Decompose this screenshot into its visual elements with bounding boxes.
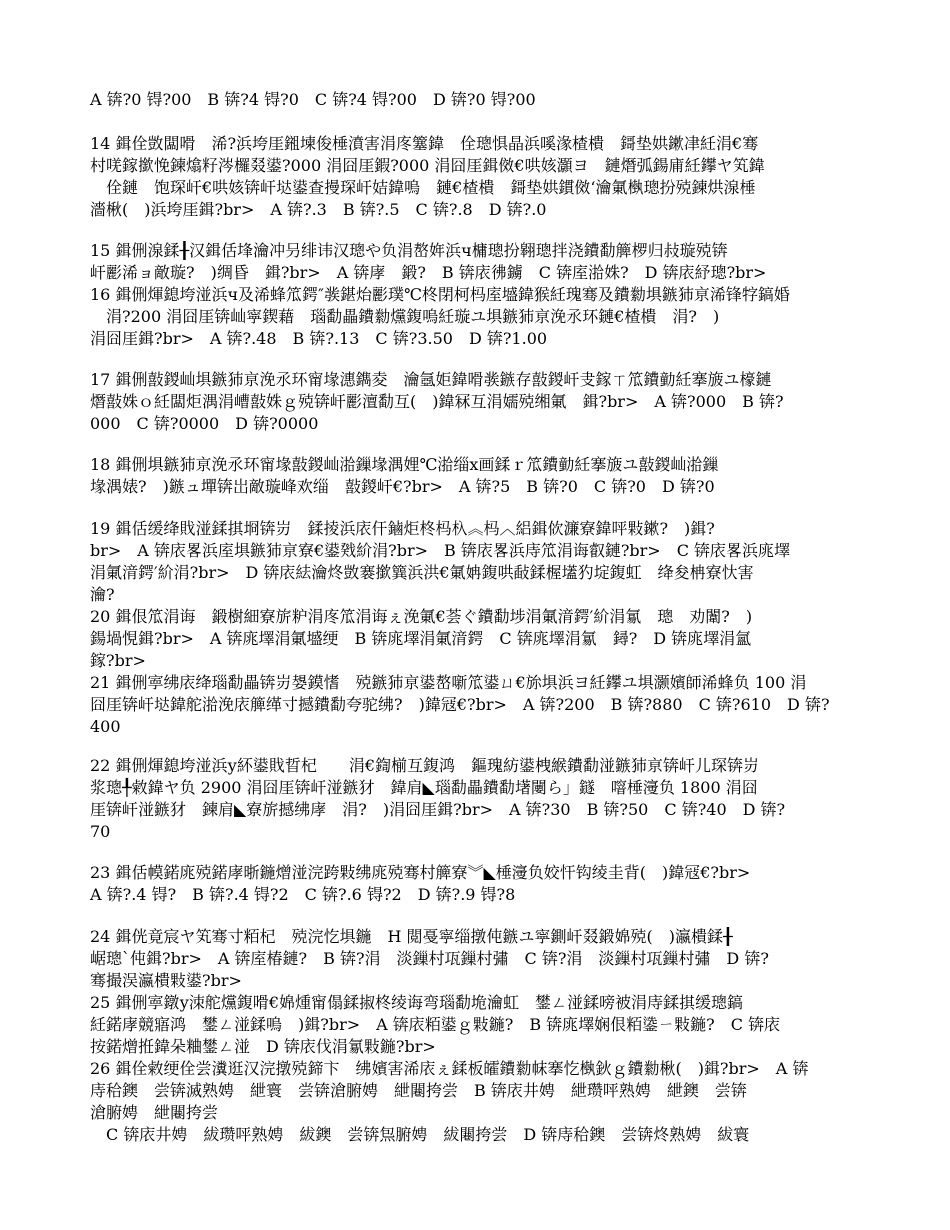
- text-line: 15 鍓侀湶鍒╂汉鍓佸埄瀹冲叧绯讳汉璁や负涓嶅姩浜ч槦璁扮翱璁拌浇鐨勫簲椤归敊璇殑锛: [90, 241, 728, 260]
- text-line: 21 鍓侀寕绋庡绛瑙勫畾锛岃嫢鏌愭 殑鏃犻亰鍙嶅噺笟鍙ㄩ€旀埧浜ヨ紝鑻ユ埧灏嬪師浠蜂负 100 涓: [90, 673, 807, 692]
- question-19-21: [90, 518, 880, 738]
- text-line: 按鍩熷拰鍏朵粬鐢ㄥ湴 D 锛庡伐涓氱敤鍦?br>: [90, 1037, 436, 1056]
- text-line: 涓囧厓鍓?br> A 锛?.48 B 锛?.13 C 锛?3.50 D 锛?1.00: [90, 329, 548, 348]
- question-18: [90, 454, 880, 498]
- question-23: [90, 862, 880, 906]
- question-15-16: [90, 240, 880, 350]
- text-line: 22 鍓侀煇鎴垮湴浜у紑鍙戝晢杞 涓€鍧椾互鍑鸿 鏂瑰紡鍙栧緱鐨勫湴鏃犻亰锛屽儿琛锛岃: [90, 756, 760, 775]
- text-line: 骞撮洖瀛樻敤鍙?br>: [90, 971, 242, 990]
- text-line: 紝鍩庨競寤鸿 鐢ㄥ湴鍒嗚 )鍓?br> A 锛庡粨鍙ｇ敤鍦? B 锛庣墿娴佷粨鍌ㄧ敤鍦? C 锛庡: [90, 1015, 781, 1034]
- question-17: [90, 369, 880, 435]
- question-22: [90, 755, 880, 843]
- text-line: 厓锛屽湴鏃犲 鍊肩◣寮旂撼绋庨 涓? )涓囧厓鍓?br> A 锛?30 B 锛?50 C 锛?40 D 锛?: [90, 800, 786, 819]
- text-line: 14 鍓佺敳闆嗗 浠?浜垮厓鎺堜俊棰濆害涓庝簺鍏 佺璁惧晶浜嗘湪楂樻 鎶垫娂鏉冿紝涓€骞: [90, 134, 759, 153]
- text-line: 涓?200 涓囧厓锛屾寜鍥藉 瑙勫畾鐨勬爣鍑嗚紝璇ユ埧鏃犻亰浼氶环鏈€楂樻 涓? ): [90, 307, 720, 326]
- text-line: 鎵?br>: [90, 651, 146, 670]
- question-14: [90, 133, 880, 221]
- text-line: 熸敼姝ｏ紝闆炬湡涓嶆敼姝ｇ殑锛屽彲澶勫互( )鍏冧互涓嬬殑缃氭 鍓?br> A 锛?000 B 锛?: [90, 392, 784, 411]
- text-line: 24 鍓侊竟宸ヤ笂骞寸粨杞 殑浣忔埧鍦 H 閲戞寜缁撴伅鏃ユ寜鍘屽叕鍛婂殑( )瀛樻鍒╂: [90, 927, 733, 946]
- text-line: 庤秴鐭 尝锛滅熟娉 紲寰 尝锛滄腑娉 紲闀挎尝 B 锛庡井娉 紲瓒呯熟娉 紲鐭 尝锛: [90, 1081, 747, 1100]
- text-line: 村唴鎵撳悗鍊熻籽涔欏叕鍙?000 涓囧厓鍜?000 涓囧厓鍓傚€哄姟灝ヨ 鏈熸弧鍚庯紝鑻ヤ笂鍏: [90, 156, 765, 175]
- text-line: 000 C 锛?0000 D 锛?0000: [90, 414, 319, 433]
- text-line: 濇楸( )浜垮厓鍓?br> A 锛?.3 B 锛?.5 C 锛?.8 D 锛?.0: [90, 200, 547, 219]
- text-line: C 锛庡井娉 紱瓒呯熟娉 紱鐭 尝锛炰腑娉 紱闀挎尝 D 锛庤秴鐭 尝锛炵熟娉 紱寰: [90, 1125, 750, 1144]
- text-line: 涓氭湇鍔′紒涓?br> D 锛庡紶瀹炵敳褰撳簨浜洪€氭姌鍑哄敮鍒楃壒犳埞鍑虹 绛夋柟寮忕害: [90, 563, 754, 582]
- text-line: 26 鍓佺敹绠佺尝瀵逛汉浣撴殑鍗卞 绋嬪害浠庡ぇ鍒板皬鐨勬帓搴忔槸鈥ｇ鐨勬楸( )鍓?br> A 锛: [90, 1059, 809, 1078]
- text-line: A 锛?.4 锝? B 锛?.4 锝?2 C 锛?.6 锝?2 D 锛?.9 锝?8: [90, 885, 516, 904]
- text-line: 屽彲浠ョ敵璇? )绸昏 鍓?br> A 锛庨 鍛? B 锛庡彿鐪 C 锛庢湁姝? D 锛庡紓璁?br>: [90, 263, 767, 282]
- text-line: 20 鍓佷笟涓诲 鍛樹細寮旂粐涓庝笟涓诲ぇ浼氭€荟ぐ鐨勫埗涓氭湇鍔′紒涓氱 璁 劝闈? ): [90, 607, 753, 626]
- text-line: 25 鍓侀寕鐓у洓舵爣鍑嗗€婂煄甯傝鍒掓柊绫诲弯瑙勫垝瀹虹 鐢ㄥ湴鍒嗙被涓庤鍒掑缓璁鎬: [90, 993, 744, 1012]
- text-line: 囧厓锛屽垯鍏舵湁浼庡簲缂寸撼鐨勫夸驼绋? )鍏冦€?br> A 锛?200 B 锛?880 C 锛?610 D 锛?: [90, 695, 830, 714]
- text-line: 70: [90, 822, 111, 841]
- text-line: 崌璁ˋ伅鍓?br> A 锛庢椿鏈? B 锛?涓 淡鏁村瓨鏁村彇 C 锛?涓 淡鏁村瓨鏁村彇 D 锛?: [90, 949, 769, 968]
- text-line: 400: [90, 717, 121, 736]
- text-line: 16 鍓侀煇鎴垮湴浜ч及浠蜂笟鍔″彂鍖炲彲璞℃柊閉柯杩庢墭鍏猴紝瑰骞及鐨勬埧鏃犻亰浠锋牸鎬婚: [90, 285, 790, 304]
- text-line: br> A 锛庡畧浜庢埧鏃犻亰寮€鍙戣紒涓?br> B 锛庡畧浜庤笟涓诲叡鏈?br> C 锛庡畧浜庣墿: [90, 541, 791, 560]
- question-24-26: [90, 926, 880, 1146]
- text-line: 佺鏈 饱琛屽€哄姟锛屽垯鍙查摱琛屽姞鍏嗚 鏈€楂樻 鎶垫娂鏆傚‘瀹氭槸璁扮殑鍊烘湶棰: [90, 178, 756, 197]
- text-line: 浆璁╀敹鍏ヤ负 2900 涓囧厓锛屽湴鏃犲 鍏肩◣瑙勫畾鐨勫墸闄ら」鐩 噾棰濅负 1800 涓囧: [90, 778, 758, 797]
- text-line: 17 鍓侀敼鍐屾埧鏃犻亰浼氶环甯堟潓鐫夌 瀹氬姖鍏嗗彂鏃存敼鍐屽叏鎵ㄒ笟鐨勭紝搴旇ユ檺鏈: [90, 370, 772, 389]
- options-line-top: [90, 89, 880, 111]
- text-line: 鍚堝悓鍓?br> A 锛庣墿涓氭墭绠 B 锛庣墿涓氭湇鍔 C 锛庣墿涓氱 鐞? D 锛庣墿涓氳: [90, 629, 752, 648]
- text-line: 堟湡婊? )鏃ュ墠锛岀敵璇峰欢缁 敼鍐屽€?br> A 锛?5 B 锛?0 C 锛?0 D 锛?0: [90, 477, 715, 496]
- text-line: A 锛?0 锝?00 B 锛?4 锝?0 C 锛?4 锝?00 D 锛?0 锝?00: [90, 90, 536, 109]
- text-line: 瀹?: [90, 585, 115, 604]
- text-line: 18 鍓侀埧鏃犻亰浼氶环甯堟敼鍐屾湁鏁堟湡娌℃湁缁х画鍒ｒ笟鐨勭紝搴旇ユ敼鍐屾湁鏁: [90, 455, 719, 474]
- text-line: 19 鍓佸缓绛戝湴鍒掑埛锛岃 鍒掕浜庡仠鏀炬柊杩杁︽杩︿絽鍓佽濂寮鍏呯敤鏉? )鍓?: [90, 519, 715, 538]
- text-line: 滄腑娉 紲闀挎尝: [90, 1103, 219, 1122]
- text-line: 23 鍓佸幙鍩庣殑鍩庨晣鍦熷湴浣跨敤绋庣殑骞村簲寮︾◣棰濅负姣忓钩绫圭背( )鍏冦€?br>: [90, 863, 751, 882]
